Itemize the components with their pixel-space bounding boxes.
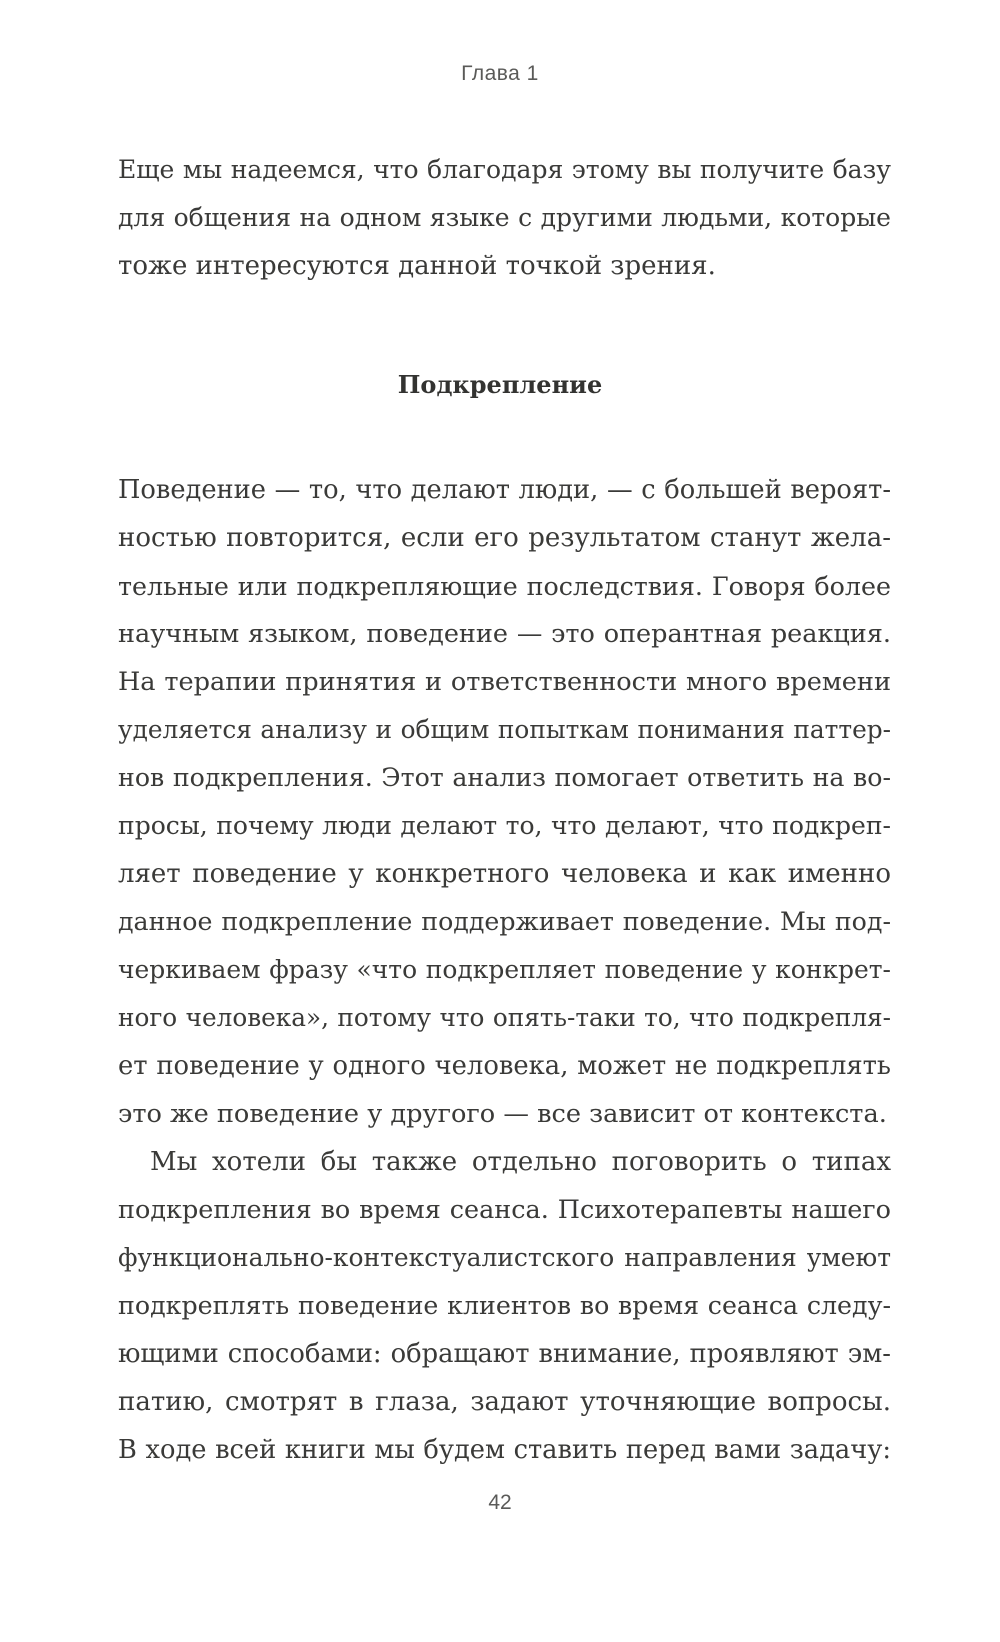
text-line: ного человека», потому что опять-таки то, что подкрепля- [118, 1003, 891, 1032]
text-line: для общения на одном языке с другими людьми, которые [118, 203, 891, 232]
running-header: Глава 1 [461, 62, 539, 85]
text-line: ющими способами: обращают внимание, проявляют эм- [118, 1339, 891, 1369]
text-line: функционально-контекстуалистского направления умеют [118, 1243, 891, 1272]
text-line: уделяется анализу и общим попыткам понимания паттер- [118, 715, 891, 744]
text-line: На терапии принятия и ответственности много времени [118, 667, 891, 697]
text-line: данное подкрепление поддерживает поведение. Мы под- [118, 907, 891, 936]
text-line: научным языком, поведение — это оперантная реакция. [118, 619, 891, 649]
text-line: это же поведение у другого — все зависит от контекста. [118, 1099, 887, 1129]
section-body [118, 466, 891, 1474]
text-line: Еще мы надеемся, что благодаря этому вы получите базу [118, 155, 891, 184]
text-line: В ходе всей книги мы будем ставить перед вами задачу: [118, 1435, 891, 1465]
text-line: патию, смотрят в глаза, задают уточняющие вопросы. [118, 1387, 891, 1417]
text-line: черкиваем фразу «что подкрепляет поведение у конкрет- [118, 955, 891, 984]
text-line: ляет поведение у конкретного человека и как именно [118, 859, 891, 889]
text-line: просы, почему люди делают то, что делают, что подкреп- [118, 811, 891, 840]
text-line: нов подкрепления. Этот анализ помогает ответить на во- [118, 763, 891, 792]
text-line: ет поведение у одного человека, может не подкреплять [118, 1051, 891, 1081]
text-line: подкреплять поведение клиентов во время сеанса следу- [118, 1291, 891, 1320]
text-line: ностью повторится, если его результатом станут жела- [118, 523, 891, 553]
page-number: 42 [488, 1491, 512, 1514]
text-line: тельные или подкрепляющие последствия. Говоря более [118, 571, 891, 601]
intro-paragraph [118, 146, 891, 290]
text-line: тоже интересуются данной точкой зрения. [118, 251, 716, 281]
section-heading: Подкрепление [397, 370, 603, 399]
text-line: подкрепления во время сеанса. Психотерапевты нашего [118, 1195, 891, 1225]
text-line: Мы хотели бы также отдельно поговорить о типах [150, 1147, 891, 1177]
text-line: Поведение — то, что делают люди, — с большей вероят- [118, 475, 891, 505]
